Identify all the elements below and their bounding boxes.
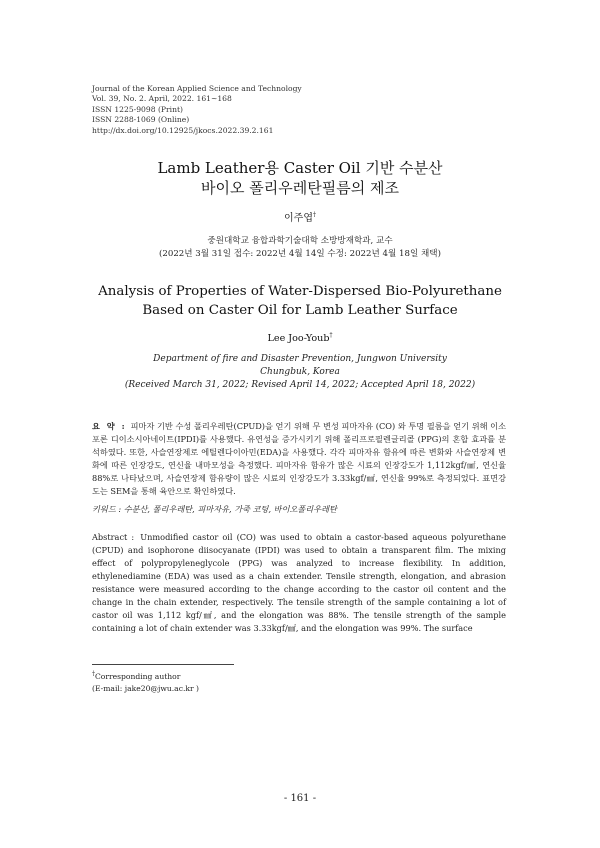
- korean-received-dates: (2022년 3월 31일 접수: 2022년 4월 14일 수정: 2022년 4월 18일 채택): [159, 249, 441, 259]
- english-abstract-text: Unmodified castor oil (CO) was used to obtain a castor-based aqueous polyurethane (CPUD) and isophorone diisocyanate (IPDI) was used to obtain a transparent film. The mixing effect of polypropyleneglycole (PPG) was analyzed to increase flexibility. In addition, ethylenediamine (EDA) was used as a chain extender. Tensile strength, elongation, and abrasion resistance were measured according to the change according to the castor oil content and the change in the chain extender, respectively. The tensile strength of the sample containing a lot of castor oil was 1,112 kgf/㎟, and the elongation was 88%. The tensile strength of the sample containing a lot of chain extender was 3.33kgf/㎟, and the elongation was 99%. The surface: [92, 532, 507, 633]
- journal-name: Journal of the Korean Applied Science and Technology: [92, 84, 302, 93]
- korean-affiliation: [0, 235, 600, 261]
- issn-print: ISSN 1225-9098 (Print): [92, 104, 183, 114]
- korean-keywords: 키워드 : 수분산, 폴리우레탄, 피마자유, 가죽 코팅, 바이오폴리우레탄: [92, 504, 337, 514]
- journal-info: [92, 84, 302, 136]
- english-received-dates: (Received March 31, 2022; Revised April 14, 2022; Accepted April 18, 2022): [124, 380, 476, 390]
- footnote-dagger: †: [92, 670, 95, 678]
- footnote-divider: [92, 664, 234, 665]
- issn-online: ISSN 2288-1069 (Online): [92, 115, 190, 125]
- korean-author: [0, 209, 600, 224]
- korean-affiliation-dept: 중원대학교 융합과학기술대학 소방방재학과, 교수: [207, 236, 393, 246]
- dagger-mark-en: †: [329, 331, 333, 339]
- english-affiliation-location: Chungbuk, Korea: [260, 367, 340, 377]
- footnote-corresponding: Corresponding author: [95, 672, 181, 681]
- korean-title-line1: Lamb Leather용 Caster Oil 기반 수분산: [157, 159, 443, 177]
- english-title-line1: Analysis of Properties of Water-Dispersed Bio-Polyurethane: [98, 284, 502, 299]
- english-affiliation-dept: Department of fire and Disaster Prevention, Jungwon University: [153, 354, 447, 364]
- english-author-name: Lee Joo-Youb: [267, 333, 330, 344]
- footnote: [92, 671, 199, 695]
- english-title-line2: Based on Caster Oil for Lamb Leather Surface: [142, 303, 458, 318]
- english-affiliation: [0, 353, 600, 392]
- korean-title-line2: 바이오 폴리우레탄필름의 제조: [201, 179, 399, 197]
- korean-author-name: 이주엽: [284, 213, 313, 224]
- english-title: [0, 282, 600, 320]
- doi-link[interactable]: http://dx.doi.org/10.12925/jkocs.2022.39.2.161: [92, 125, 274, 135]
- journal-volume: Vol. 39, No. 2. April, 2022. 161~168: [92, 94, 232, 104]
- english-abstract: [92, 531, 506, 635]
- korean-abstract-text: 피마자 기반 수성 폴리우레탄(CPUD)을 얻기 위해 무 변성 피마자유 (CO) 와 투명 필름을 얻기 위해 이소포론 디이소시아네이트(IPDI)를 사용했다. 유연성을 증가시키기 위해 폴리프로필렌글리콜 (PPG)의 혼합 효과를 분석하였다. 또한, 사슬연장제로 에틸렌다이아민(EDA)을 사용했다. 각각 피마자유 함유에 따른 변화와 사슬연장제 변화에 따른 인장강도, 연신율 내마모성을 측정했다. 피마자유 함유가 많은 시료의 인장강도가 1,112kgf/㎟, 연신율 88%로 나타났으며, 사슬연장제 함유량이 많은 시료의 인장강도가 3.33kgf/㎟, 연신율 99%로 측정되었다. 표면강도는 SEM을 통해 육안으로 확인하였다.: [92, 421, 506, 497]
- english-abstract-label: Abstract :: [92, 532, 135, 542]
- dagger-mark: †: [312, 211, 316, 219]
- footnote-email: (E-mail: jake20@jwu.ac.kr ): [92, 684, 199, 693]
- korean-abstract: [92, 420, 506, 499]
- english-author: [0, 333, 600, 344]
- korean-title: [0, 158, 600, 198]
- korean-abstract-label: 요 약 :: [92, 421, 127, 431]
- page-number: - 161 -: [283, 793, 317, 804]
